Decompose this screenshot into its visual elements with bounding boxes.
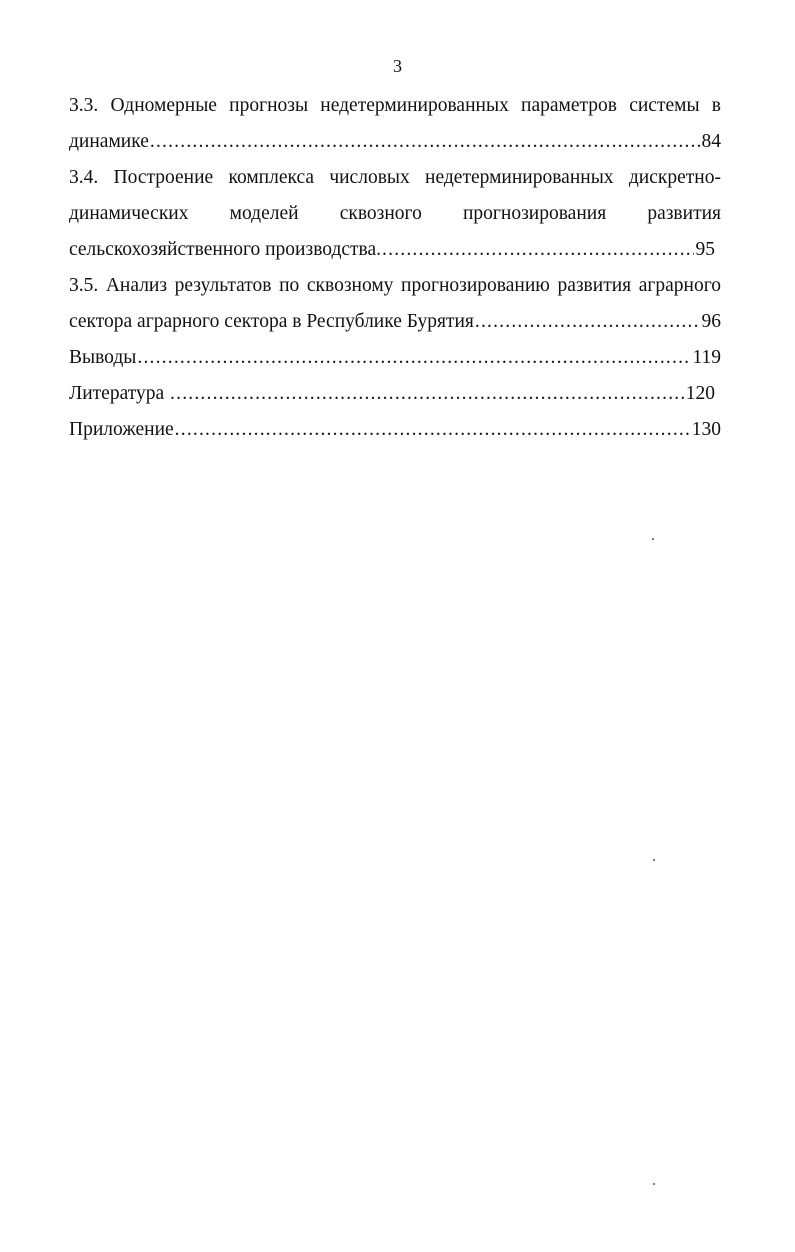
word: дискретно-	[628, 167, 721, 188]
scan-speck	[653, 1183, 655, 1185]
word: прогнозы	[229, 95, 309, 116]
toc-entry-3-4-line-2	[69, 196, 721, 232]
toc-entry-3-4-line-1	[69, 160, 721, 196]
toc-entry-literature	[69, 376, 721, 412]
toc-entry-3-5	[69, 268, 721, 340]
toc-entry-text: сектора аграрного сектора в Республике Бурятия	[69, 311, 474, 332]
dot-leader	[150, 124, 700, 160]
toc-entry-text: сельскохозяйственного производства.	[69, 239, 382, 260]
toc-entry-3-3-line-2	[69, 124, 721, 160]
table-of-contents	[69, 88, 721, 448]
toc-entry-text: динамике	[69, 131, 149, 152]
toc-entry-3-3	[69, 88, 721, 160]
word: Одномерные	[110, 95, 217, 116]
word: числовых	[329, 167, 410, 188]
dot-leader	[170, 376, 684, 412]
dot-leader	[382, 232, 693, 268]
word: по	[279, 275, 300, 296]
word: 3.3.	[69, 95, 99, 116]
toc-entry-3-3-line-1	[69, 88, 721, 124]
toc-entry-text: Выводы	[69, 347, 137, 368]
word: системы	[629, 95, 700, 116]
page-number: 3	[393, 56, 402, 76]
word: комплекса	[228, 167, 315, 188]
toc-page-number: 84	[701, 131, 721, 152]
toc-entry-text: Приложение	[69, 419, 174, 440]
word: 3.4.	[69, 167, 99, 188]
toc-entry-conclusions	[69, 340, 721, 376]
scan-speck	[652, 538, 654, 540]
dot-leader	[475, 304, 700, 340]
toc-entry-3-5-line-1	[69, 268, 721, 304]
word: параметров	[521, 95, 617, 116]
toc-entry-3-4-line-3	[69, 232, 715, 268]
word: развития	[557, 275, 632, 296]
toc-entry-literature-line	[69, 376, 715, 412]
toc-page-number: 130	[691, 419, 721, 440]
word: динамических	[69, 203, 189, 224]
word: сквозного	[339, 203, 422, 224]
word: прогнозирования	[462, 203, 607, 224]
toc-entry-appendix	[69, 412, 721, 448]
toc-entry-3-5-line-2	[69, 304, 721, 340]
toc-entry-conclusions-line	[69, 340, 721, 376]
word: Построение	[113, 167, 214, 188]
word: развития	[647, 203, 721, 224]
word: моделей	[229, 203, 299, 224]
toc-page-number: 120	[685, 383, 715, 404]
word: прогнозированию	[401, 275, 550, 296]
word: недетерминированных	[425, 167, 614, 188]
dot-leader	[175, 412, 690, 448]
toc-entry-3-4	[69, 160, 721, 268]
toc-page-number: 96	[701, 311, 721, 332]
dot-leader	[137, 340, 690, 376]
word: недетерминированных	[320, 95, 509, 116]
word: результатов	[174, 275, 272, 296]
word: в	[711, 95, 721, 116]
word: сквозному	[306, 275, 394, 296]
word: аграрного	[638, 275, 721, 296]
word: Анализ	[105, 275, 168, 296]
word: 3.5.	[69, 275, 99, 296]
toc-page-number: 95	[695, 239, 715, 260]
toc-entry-text: Литература	[69, 383, 170, 404]
toc-page-number: 119	[692, 347, 721, 368]
scan-speck	[653, 859, 655, 861]
toc-entry-appendix-line	[69, 412, 721, 448]
